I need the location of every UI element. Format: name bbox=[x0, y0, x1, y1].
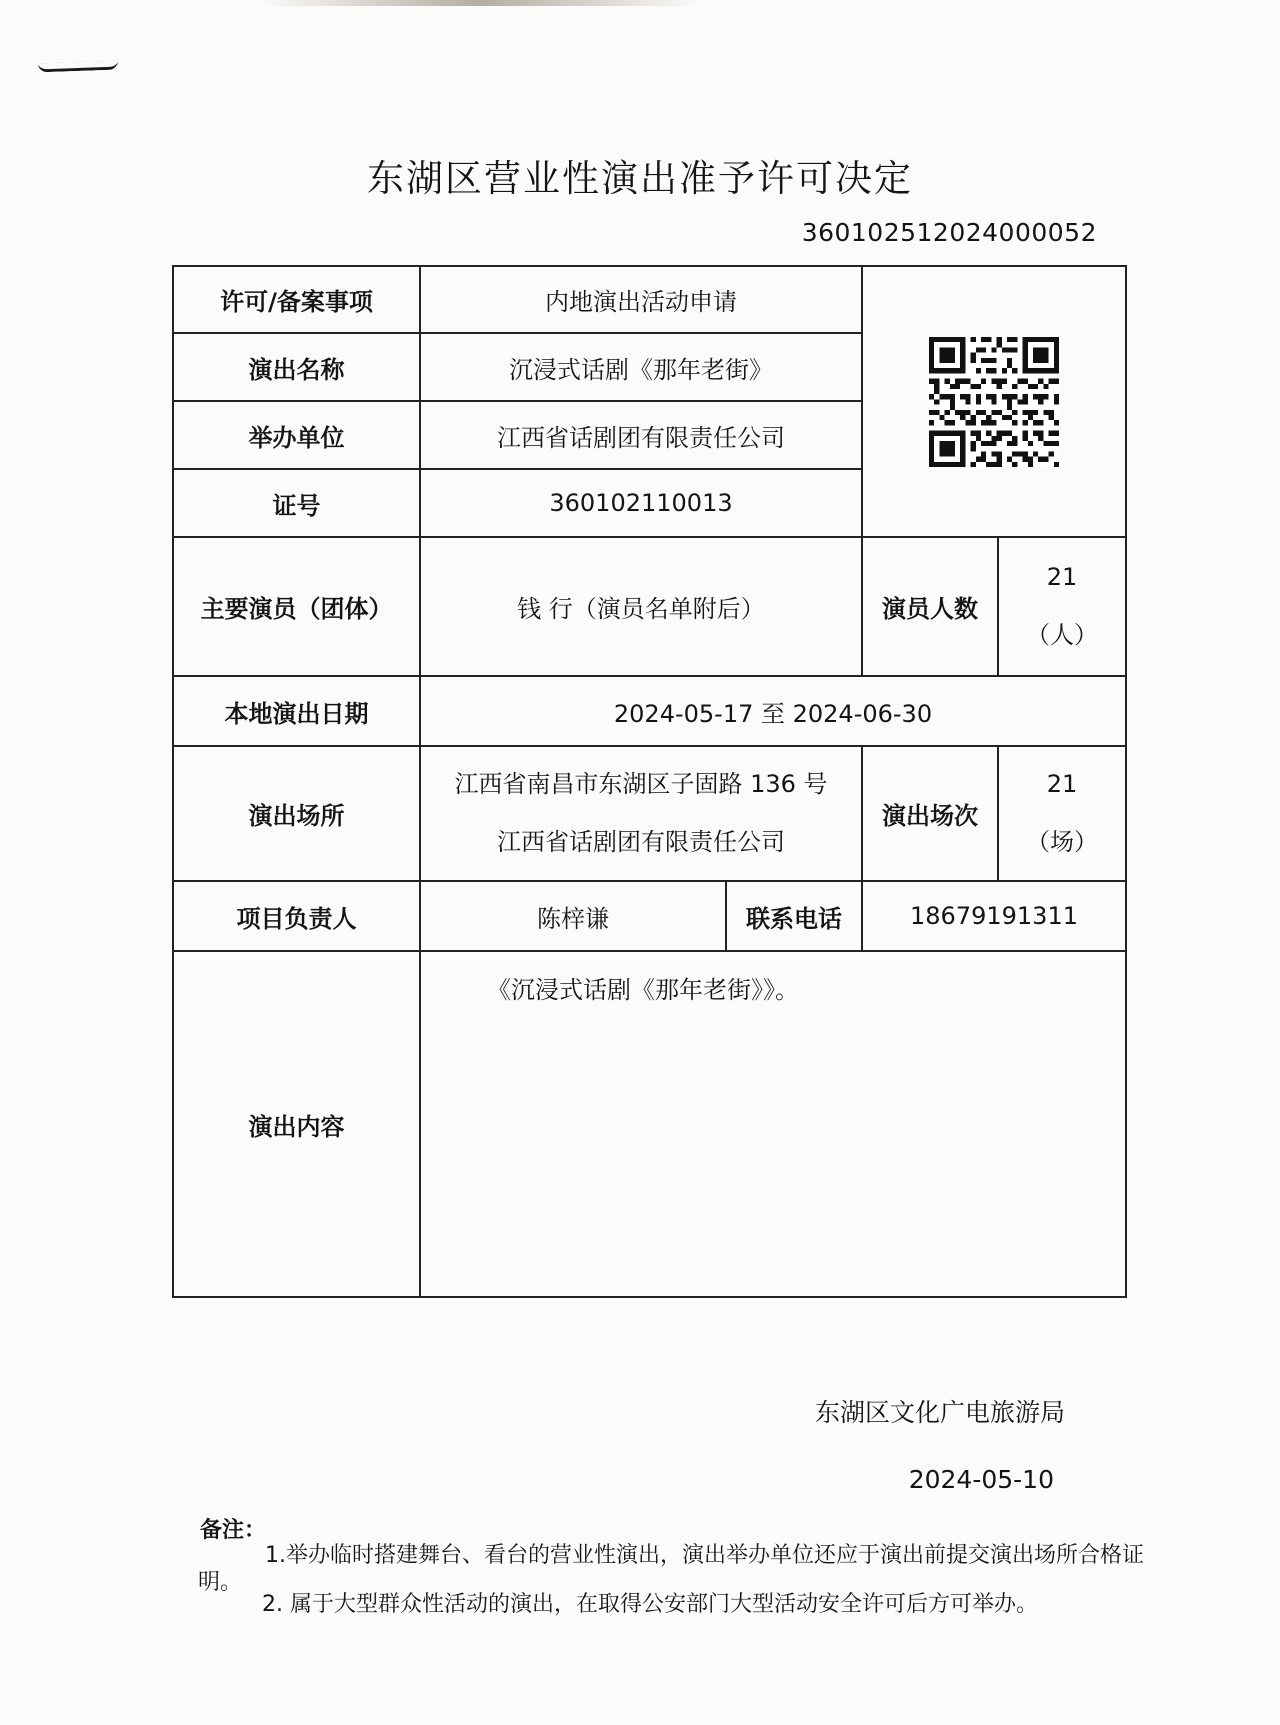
row-dates bbox=[173, 676, 1126, 746]
venue-name: 江西省话剧团有限责任公司 bbox=[497, 827, 785, 856]
sessions-label: 演出场次 bbox=[862, 746, 998, 881]
performers-label: 主要演员（团体） bbox=[173, 537, 420, 676]
venue-label: 演出场所 bbox=[173, 746, 420, 881]
page-title: 东湖区营业性演出准予许可决定 bbox=[367, 157, 913, 200]
sessions-value: 21 bbox=[1046, 769, 1078, 798]
row-item bbox=[173, 266, 1126, 333]
note-1: 1.举办临时搭建舞台、看台的营业性演出，演出举办单位还应于演出前提交演出场所合格证 bbox=[265, 1543, 1144, 1568]
phone-value: 18679191311 bbox=[862, 881, 1126, 951]
row-venue bbox=[173, 746, 1126, 881]
row-contact bbox=[173, 881, 1126, 951]
item-value: 内地演出活动申请 bbox=[420, 266, 862, 333]
qr-code-icon bbox=[929, 337, 1059, 467]
notes-label: 备注： bbox=[200, 1518, 267, 1543]
issue-date: 2024-05-10 bbox=[908, 1465, 1054, 1494]
show-name-value: 沉浸式话剧《那年老街》 bbox=[420, 333, 862, 401]
dates-label: 本地演出日期 bbox=[173, 676, 420, 746]
content-value: 《沉浸式话剧《那年老街》》。 bbox=[420, 951, 1126, 1297]
scan-smudge bbox=[260, 0, 700, 6]
show-name-label: 演出名称 bbox=[173, 333, 420, 401]
license-no-value: 360102110013 bbox=[420, 469, 862, 537]
row-performers bbox=[173, 537, 1126, 676]
document-number: 360102512024000052 bbox=[801, 218, 1097, 247]
venue-cell bbox=[420, 746, 862, 881]
phone-label: 联系电话 bbox=[726, 881, 862, 951]
sessions-cell bbox=[998, 746, 1126, 881]
permit-table bbox=[172, 265, 1127, 1298]
qr-cell bbox=[862, 266, 1126, 537]
note-1-continuation: 明。 bbox=[198, 1570, 243, 1595]
pen-mark bbox=[38, 61, 118, 73]
dates-value: 2024-05-17 至 2024-06-30 bbox=[420, 676, 1126, 746]
performers-value: 钱 行（演员名单附后） bbox=[420, 537, 862, 676]
venue-address: 江西省南昌市东湖区子固路 136 号 bbox=[454, 769, 828, 798]
performer-count-cell bbox=[998, 537, 1126, 676]
license-no-label: 证号 bbox=[173, 469, 420, 537]
organizer-label: 举办单位 bbox=[173, 401, 420, 469]
row-content bbox=[173, 951, 1126, 1297]
performer-count-unit: （人） bbox=[1026, 620, 1098, 649]
contact-name: 陈梓谦 bbox=[420, 881, 726, 951]
organizer-value: 江西省话剧团有限责任公司 bbox=[420, 401, 862, 469]
item-label: 许可/备案事项 bbox=[173, 266, 420, 333]
performer-count-label: 演员人数 bbox=[862, 537, 998, 676]
sessions-unit: （场） bbox=[1026, 827, 1098, 856]
performer-count-value: 21 bbox=[1046, 562, 1078, 591]
content-label: 演出内容 bbox=[173, 951, 420, 1297]
issuing-authority: 东湖区文化广电旅游局 bbox=[814, 1398, 1065, 1427]
contact-label: 项目负责人 bbox=[173, 881, 420, 951]
note-2: 2. 属于大型群众性活动的演出，在取得公安部门大型活动安全许可后方可举办。 bbox=[262, 1592, 1038, 1617]
